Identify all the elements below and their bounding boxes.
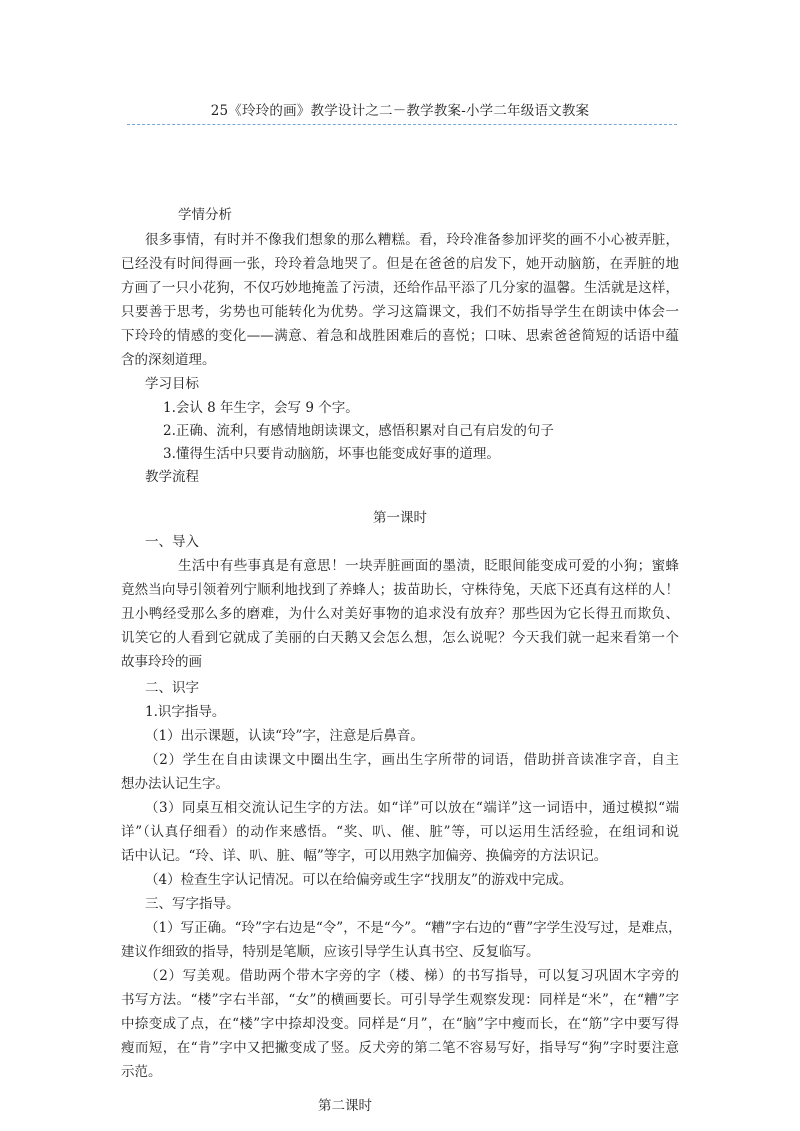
intro-paragraph-line: 竟然当向导引领着列宁顺利地找到了养蜂人；拔苗助长，守株待兔，天底下还真有这样的人！ <box>121 582 679 598</box>
writing-step: （2）写美观。借助两个带木字旁的字（楼、梯）的书写指导，可以复习巩固木字旁的 <box>145 968 679 984</box>
intro-paragraph-line: 生活中有些事真是有意思！一块弄脏画面的墨渍，眨眼间能变成可爱的小狗；蜜蜂 <box>178 558 679 574</box>
analysis-paragraph-line: 含的深刻道理。 <box>121 352 216 368</box>
analysis-paragraph-line: 只要善于思考，劣势也可能转化为优势。学习这篇课文，我们不妨指导学生在朗读中体会一 <box>121 304 679 320</box>
intro-paragraph-line: 丑小鸭经受那么多的磨难，为什么对美好事物的追求没有放弃？那些因为它长得丑而欺负、 <box>121 606 679 622</box>
goal-item: 3.懂得生活中只要肯动脑筋，坏事也能变成好事的道理。 <box>163 446 500 462</box>
literacy-step: （2）学生在自由读课文中圈出生字，画出生字所带的词语，借助拼音读准字音，自主 <box>145 752 679 768</box>
literacy-step-continued: 想办法认记生字。 <box>121 776 229 792</box>
intro-paragraph-line: 讥笑它的人看到它就成了美丽的白天鹅又会怎么想，怎么说呢？今天我们就一起来看第一个 <box>121 630 679 646</box>
analysis-paragraph-line: 很多事情，有时并不像我们想象的那么糟糕。看，玲玲准备参加评奖的画不小心被弄脏， <box>145 232 679 248</box>
intro-paragraph-line: 故事玲玲的画 <box>121 654 202 670</box>
goal-item: 2.正确、流利，有感情地朗读课文，感悟积累对自己有启发的句子 <box>163 423 554 439</box>
writing-step-continued: 示范。 <box>121 1064 162 1080</box>
literacy-step: （3）同桌互相交流认记生字的方法。如“详”可以放在“端详”这一词语中，通过模拟“端 <box>145 800 679 816</box>
analysis-paragraph-line: 已经没有时间得画一张，玲玲着急地哭了。但是在爸爸的启发下，她开动脑筋，在弄脏的地 <box>121 256 679 272</box>
analysis-paragraph-line: 方画了一只小花狗，不仅巧妙地掩盖了污渍，还给作品平添了几分家的温馨。生活就是这样， <box>121 280 679 296</box>
analysis-paragraph-line: 下玲玲的情感的变化——满意、着急和战胜困难后的喜悦；口味、思索爸爸简短的话语中蕴 <box>121 328 679 344</box>
writing-step-continued: 书写方法。“楼”字右半部，“女”的横画要长。可引导学生观察发现：同样是“米”，在“糟”字 <box>121 992 679 1008</box>
literacy-subheading: 1.识字指导。 <box>145 704 226 720</box>
writing-step-continued: 中捺变成了点，在“楼”字中捺却没变。同样是“月”，在“脑”字中瘦而长，在“筋”字中要写得 <box>121 1016 679 1032</box>
lesson-two-heading: 第二课时 <box>318 1098 372 1114</box>
writing-step-continued: 瘦而短，在“肯”字中又把撇变成了竖。反犬旁的第二笔不容易写好，指导写“狗”字时要注意 <box>121 1040 679 1056</box>
analysis-heading: 学情分析 <box>178 207 232 223</box>
writing-step-continued: 建议作细致的指导，特别是笔顺，应该引导学生认真书空、反复临写。 <box>121 944 540 960</box>
lesson-one-heading: 第一课时 <box>373 510 427 526</box>
section-heading-intro: 一、导入 <box>145 534 199 550</box>
flow-heading: 教学流程 <box>145 469 199 485</box>
writing-step: （1）写正确。“玲”字右边是“令”，不是“今”。“糟”字右边的“曹”字学生没写过，是难点， <box>145 920 682 936</box>
literacy-step-continued: 话中认记。“玲、详、叭、脏、幅”等字，可以用熟字加偏旁、换偏旁的方法识记。 <box>121 848 608 864</box>
goals-heading: 学习目标 <box>145 376 199 392</box>
literacy-step: （4）检查生字认记情况。可以在给偏旁或生字“找朋友”的游戏中完成。 <box>145 872 573 888</box>
document-title: 25《玲玲的画》教学设计之二－教学教案-小学二年级语文教案 <box>210 103 590 119</box>
section-heading-literacy: 二、识字 <box>145 680 199 696</box>
title-dashed-rule <box>127 124 677 125</box>
literacy-step: （1）出示课题，认读“玲”字，注意是后鼻音。 <box>145 728 424 744</box>
section-heading-writing: 三、写字指导。 <box>145 896 240 912</box>
goal-item: 1.会认 8 年生字，会写 9 个字。 <box>163 400 359 416</box>
literacy-step-continued: 详”（认真仔细看）的动作来感悟。“奖、叭、催、脏”等，可以运用生活经验，在组词和说 <box>121 824 679 840</box>
